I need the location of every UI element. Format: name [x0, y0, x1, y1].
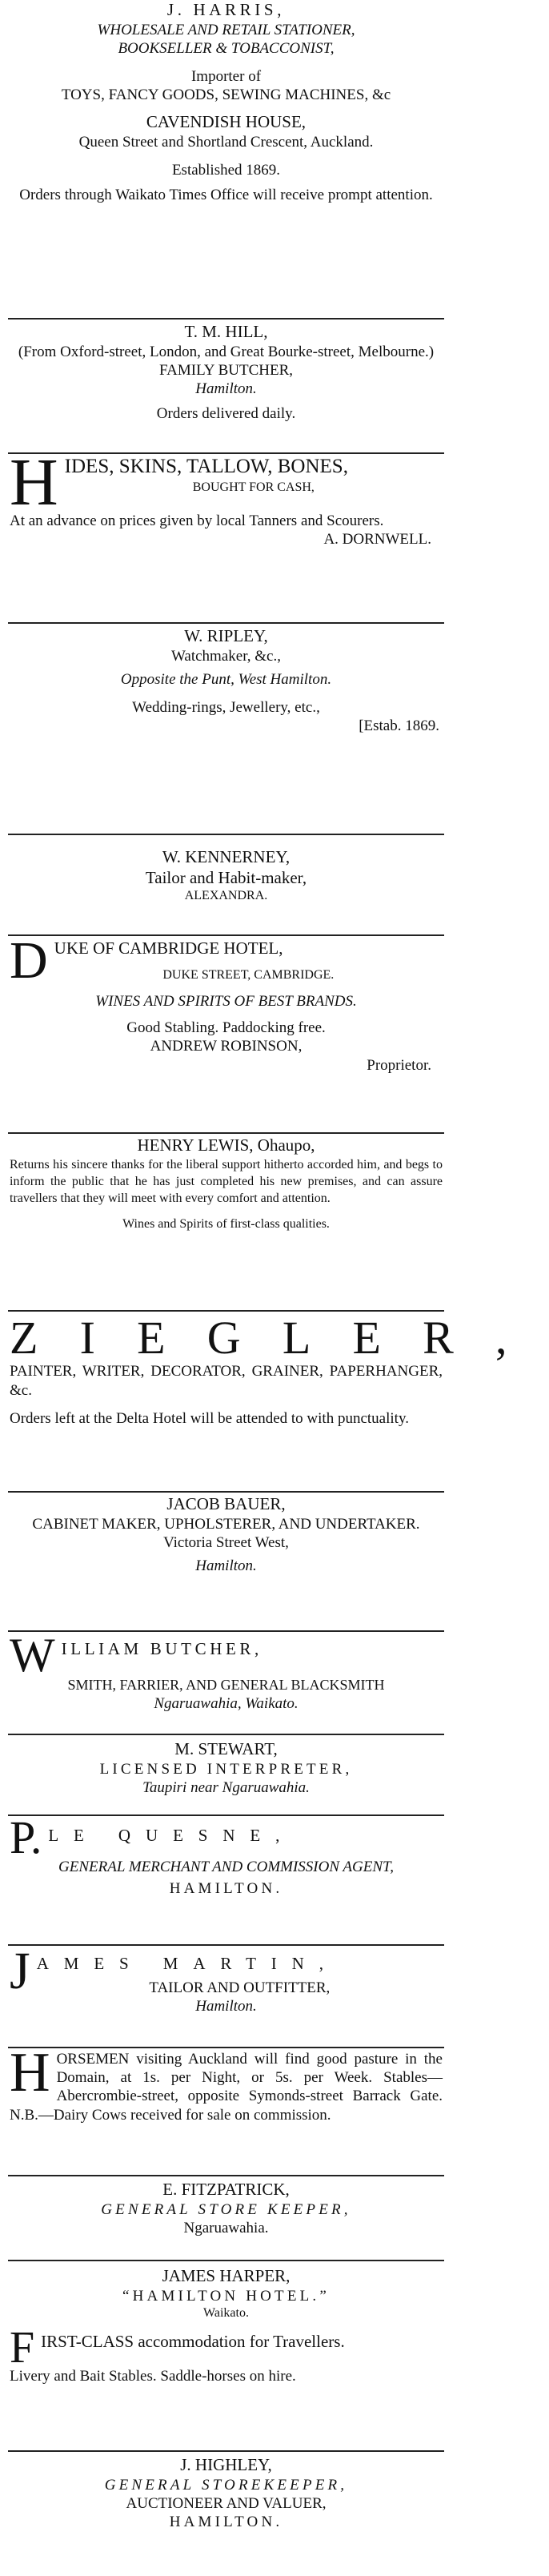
ad-line: Queen Street and Shortland Crescent, Auckland.	[78, 133, 374, 151]
ad-line: TOYS, FANCY GOODS, SEWING MACHINES, &c	[61, 86, 391, 104]
ad-line: HAMILTON.	[169, 1880, 283, 1898]
ad-line: Orders through Waikato Times Office will receive prompt attention.	[19, 187, 433, 204]
ad-line: Orders delivered daily.	[156, 405, 296, 423]
column-rule	[8, 2047, 444, 2048]
advertiser-name: W. RIPLEY,	[184, 626, 268, 645]
ad-line: WHOLESALE AND RETAIL STATIONER,	[97, 21, 355, 38]
ad-line: UKE OF CAMBRIDGE HOTEL,	[54, 938, 283, 958]
ad-butcher	[10, 1629, 443, 1713]
drop-capital: F	[10, 2323, 35, 2373]
column-rule	[8, 1944, 444, 1946]
column-rule	[8, 1491, 444, 1493]
ad-line: Taupiri near Ngaruawahia.	[142, 1778, 310, 1796]
ad-highley	[10, 2455, 443, 2531]
ad-line: “HAMILTON HOTEL.”	[122, 2287, 330, 2305]
ad-line: Wedding-rings, Jewellery, etc.,	[132, 698, 320, 716]
drop-capital: W	[10, 1629, 55, 1682]
column-rule	[8, 2450, 444, 2452]
drop-capital: J	[10, 1942, 30, 2000]
ad-line: WINES AND SPIRITS OF BEST BRANDS.	[95, 993, 357, 1011]
advertiser-name: T. M. HILL,	[184, 322, 268, 341]
ad-line: Ngaruawahia, Waikato.	[154, 1694, 299, 1712]
ad-line: Established 1869.	[171, 162, 281, 179]
ad-kennerney	[10, 847, 443, 904]
ad-line: Proprietor.	[367, 1056, 431, 1074]
advertiser-name: W. KENNERNEY,	[162, 847, 291, 866]
ad-line: IDES, SKINS, TALLOW, BONES,	[64, 456, 348, 477]
drop-capital: H	[10, 2042, 50, 2104]
ad-line: PAINTER, WRITER, DECORATOR, GRAINER, PAPERHANGER, &c.	[10, 1363, 443, 1399]
ad-line: [Estab. 1869.	[359, 717, 439, 735]
advertiser-name: HENRY LEWIS, Ohaupo,	[137, 1135, 315, 1155]
ad-fitzpatrick	[10, 2180, 443, 2237]
ad-line: GENERAL STORE KEEPER,	[101, 2200, 351, 2218]
ad-body: Returns his sincere thanks for the liberal support hitherto accorded him, and begs to inform the public that he has just completed his new premises, and can assure travellers that they will meet with every comfort and attention.	[10, 1157, 443, 1206]
ad-line: AMES MARTIN,	[36, 1954, 339, 1973]
advertiser-name: ZIEGLER,	[10, 1312, 549, 1364]
ad-line: AUCTIONEER AND VALUER,	[126, 2494, 327, 2512]
ad-line: A. DORNWELL.	[323, 530, 431, 548]
column-rule	[8, 622, 444, 624]
ad-line: Hamilton.	[195, 380, 257, 397]
column-rule	[8, 934, 444, 936]
advertiser-name: JACOB BAUER,	[166, 1494, 286, 1513]
ad-hill	[10, 322, 443, 423]
advertiser-name: J. HIGHLEY,	[180, 2455, 272, 2474]
ad-lewis	[10, 1135, 443, 1232]
ad-line: At an advance on prices given by local Tanners and Scourers.	[10, 512, 384, 529]
ad-line: Good Stabling. Paddocking free.	[126, 1019, 326, 1037]
ad-line: GENERAL MERCHANT AND COMMISSION AGENT,	[58, 1858, 394, 1875]
ad-line: Hamilton.	[195, 1557, 257, 1574]
ad-martin	[10, 1942, 443, 2015]
ad-line: Wines and Spirits of first-class qualities.	[122, 1217, 330, 1232]
ad-line: ALEXANDRA.	[184, 889, 268, 903]
ad-line: HAMILTON.	[169, 2513, 283, 2530]
advertiser-name: E. FITZPATRICK,	[162, 2180, 290, 2199]
column-rule	[8, 1630, 444, 1632]
ad-line: Tailor and Habit-maker,	[145, 867, 307, 887]
column-rule	[8, 318, 444, 319]
ad-line: ANDREW ROBINSON,	[150, 1038, 303, 1055]
ad-ripley	[10, 626, 443, 735]
drop-capital: D	[10, 931, 48, 990]
ad-line: Hamilton.	[195, 1997, 257, 2015]
ad-line: FAMILY BUTCHER,	[159, 361, 293, 379]
column-rule	[8, 834, 444, 835]
column-rule	[8, 1814, 444, 1816]
ad-line: BOOKSELLER & TOBACCONIST,	[118, 39, 335, 57]
ad-line: Opposite the Punt, West Hamilton.	[120, 670, 332, 688]
ad-line: Watchmaker, &c.,	[171, 647, 281, 665]
advertiser-name: JAMES HARPER,	[162, 2266, 291, 2285]
ad-bauer	[10, 1494, 443, 1575]
ad-line: CAVENDISH HOUSE,	[146, 112, 307, 132]
ad-harris	[10, 0, 443, 204]
ad-line: CABINET MAKER, UPHOLSTERER, AND UNDERTAKER.	[32, 1515, 420, 1533]
ad-dornwell	[10, 445, 443, 549]
ad-stewart	[10, 1739, 443, 1797]
ad-line: Orders left at the Delta Hotel will be attended to with punctuality.	[10, 1409, 409, 1427]
ad-line: BOUGHT FOR CASH,	[192, 480, 315, 494]
ad-line: LE QUESNE,	[48, 1826, 295, 1845]
column-rule	[8, 2260, 444, 2261]
advertiser-name: J. HARRIS,	[166, 0, 286, 19]
ad-harper	[10, 2266, 443, 2386]
ad-ziegler	[10, 1312, 549, 1428]
harper-accommodation	[10, 2323, 443, 2385]
ad-lequesne	[10, 1811, 443, 1898]
ad-line: GENERAL STOREKEEPER,	[104, 2476, 348, 2494]
ad-line: LICENSED INTERPRETER,	[99, 1760, 353, 1778]
ad-line: Ngaruawahia.	[183, 2219, 269, 2236]
ad-line: Waikato.	[203, 2305, 249, 2320]
drop-capital: P.	[10, 1811, 42, 1863]
ad-line: SMITH, FARRIER, AND GENERAL BLACKSMITH	[67, 1677, 385, 1693]
ad-line: TAILOR AND OUTFITTER,	[149, 1979, 331, 1996]
ad-horsemen	[10, 2042, 443, 2124]
ad-line: Victoria Street West,	[163, 1533, 289, 1551]
ad-body: ORSEMEN visiting Auckland will find good pasture in the Domain, at 1s. per Night, or 5s. per Week. Stables—Abercrombie-street, opposite Symonds-street Barrack Gate. N.B.—Dairy Cows received for sale on commission.	[10, 2051, 443, 2124]
ad-line: (From Oxford-street, London, and Great Bourke-street, Melbourne.)	[18, 343, 435, 360]
ad-line: Importer of	[190, 67, 262, 85]
drop-capital: H	[10, 445, 58, 520]
ad-line: DUKE STREET, CAMBRIDGE.	[162, 967, 335, 982]
column-rule	[8, 452, 444, 454]
column-rule	[8, 2175, 444, 2176]
ad-line: Livery and Bait Stables. Saddle-horses on hire.	[10, 2368, 296, 2385]
ad-line: ILLIAM BUTCHER,	[61, 1639, 262, 1658]
advertiser-name: M. STEWART,	[174, 1739, 278, 1758]
column-rule	[8, 1734, 444, 1735]
column-rule	[8, 1132, 444, 1134]
ad-cambridge	[10, 931, 443, 1075]
ad-line: IRST-CLASS accommodation for Travellers.	[41, 2332, 345, 2352]
